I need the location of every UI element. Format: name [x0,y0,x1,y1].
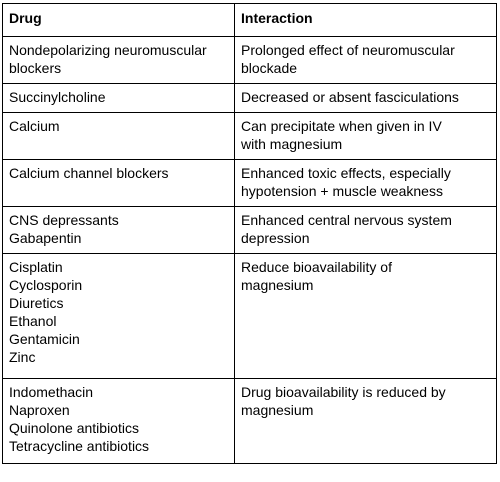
drug-name: Diuretics [9,295,64,311]
drug-name: Naproxen [9,402,70,418]
drug-name: CNS depressants [9,212,119,228]
drug-name: Ethanol [9,313,57,329]
table-row [3,379,497,464]
drug-name: Cisplatin [9,259,63,275]
interaction-cell [235,84,497,113]
drug-interaction-table-container [2,3,496,464]
drug-cell [3,379,235,464]
drug-name: Gentamicin [9,331,80,347]
table-row [3,160,497,207]
drug-name: Nondepolarizing neuromuscular [9,42,207,58]
interaction-text: magnesium [241,277,314,293]
interaction-text: Drug bioavailability is reduced by [241,384,446,400]
drug-cell [3,37,235,84]
interaction-text: Can precipitate when given in IV [241,118,442,134]
drug-cell [3,113,235,160]
interaction-text: Decreased or absent fasciculations [241,89,459,105]
drug-name: Gabapentin [9,230,82,246]
header-drug: Drug [3,4,235,37]
table-row [3,207,497,254]
interaction-cell [235,207,497,254]
drug-name: Succinylcholine [9,89,106,105]
drug-cell [3,207,235,254]
interaction-cell [235,37,497,84]
drug-name: Zinc [9,349,36,365]
drug-name: Calcium [9,118,60,134]
interaction-cell [235,113,497,160]
drug-name: Tetracycline antibiotics [9,438,150,454]
interaction-text: with magnesium [241,136,343,152]
drug-cell [3,254,235,379]
interaction-text: blockade [241,60,298,76]
drug-name: Calcium channel blockers [9,165,169,181]
interaction-text: Reduce bioavailability of [241,259,392,275]
interaction-text: magnesium [241,402,314,418]
table-row [3,84,497,113]
drug-cell [3,160,235,207]
drug-cell [3,84,235,113]
table-header-row [3,4,497,37]
header-interaction: Interaction [235,4,497,37]
table-row [3,37,497,84]
interaction-cell [235,254,497,379]
table-row [3,113,497,160]
drug-name: Cyclosporin [9,277,83,293]
drug-interaction-table [2,3,497,464]
drug-name: Quinolone antibiotics [9,420,139,436]
drug-name: Indomethacin [9,384,94,400]
interaction-text: Enhanced central nervous system [241,212,452,228]
interaction-cell [235,160,497,207]
interaction-text: Enhanced toxic effects, especially [241,165,451,181]
drug-name: blockers [9,60,62,76]
interaction-text: depression [241,230,310,246]
interaction-text: hypotension + muscle weakness [241,183,443,199]
interaction-cell [235,379,497,464]
interaction-text: Prolonged effect of neuromuscular [241,42,455,58]
table-row [3,254,497,379]
